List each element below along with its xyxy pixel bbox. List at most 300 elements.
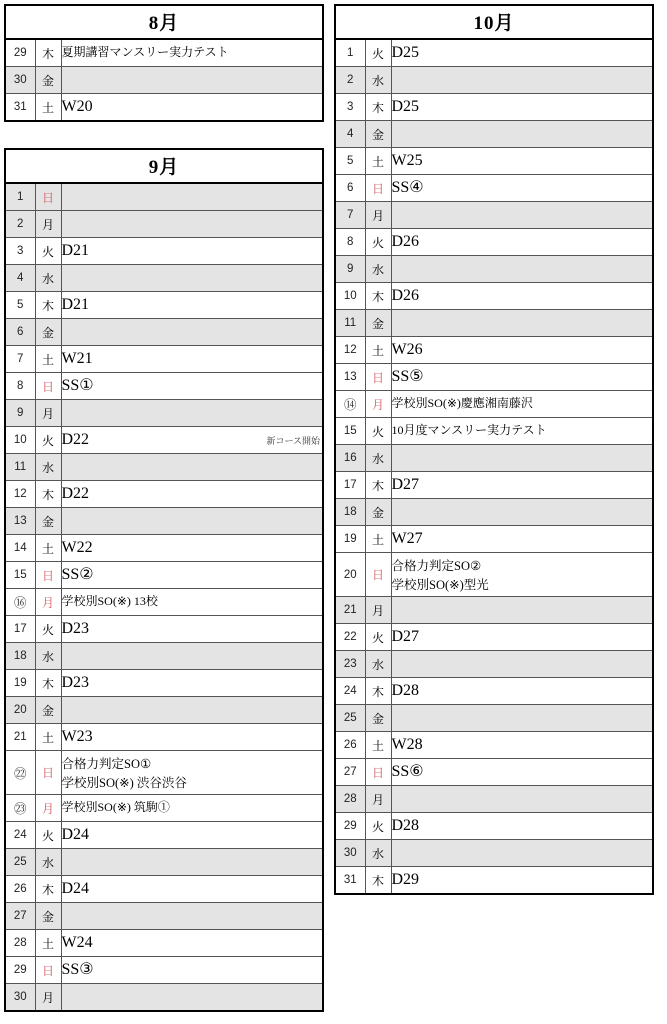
day-number: 1 — [5, 183, 35, 211]
day-number: 8 — [5, 373, 35, 400]
event-row — [62, 67, 323, 93]
table-row — [335, 148, 653, 175]
event-row — [392, 229, 653, 255]
event-cell — [391, 39, 653, 67]
table-row — [5, 535, 323, 562]
event-cell — [61, 508, 323, 535]
event-multiline — [62, 751, 323, 794]
day-of-week: 月 — [35, 984, 61, 1012]
day-of-week: 水 — [35, 454, 61, 481]
table-row — [335, 732, 653, 759]
day-of-week: 月 — [35, 400, 61, 427]
event-row — [62, 697, 323, 723]
event-row — [392, 391, 653, 417]
event-row — [392, 337, 653, 363]
event-text: 合格力判定SO② — [391, 559, 482, 573]
table-row — [5, 903, 323, 930]
event-text: 10月度マンスリー実力テスト — [391, 423, 547, 438]
table-row — [335, 472, 653, 499]
table-row — [5, 183, 323, 211]
table-row — [5, 822, 323, 849]
event-text: 学校別SO(※) 筑駒① — [61, 800, 170, 815]
event-row — [392, 786, 653, 812]
event-cell — [61, 427, 323, 454]
table-row — [335, 786, 653, 813]
event-row — [62, 373, 323, 399]
day-number: 29 — [335, 813, 365, 840]
event-text: W28 — [391, 735, 423, 753]
event-cell — [391, 283, 653, 310]
day-number: 7 — [335, 202, 365, 229]
event-cell — [61, 930, 323, 957]
day-number: 13 — [335, 364, 365, 391]
event-row — [62, 292, 323, 318]
event-cell — [391, 445, 653, 472]
table-row — [5, 454, 323, 481]
event-cell — [61, 670, 323, 697]
event-text: W24 — [61, 933, 93, 951]
event-text: W22 — [61, 538, 93, 556]
day-of-week: 火 — [365, 813, 391, 840]
day-of-week: 水 — [365, 67, 391, 94]
day-number: ㉓ — [5, 795, 35, 822]
day-of-week: 金 — [365, 310, 391, 337]
table-row — [335, 499, 653, 526]
day-number: 8 — [335, 229, 365, 256]
event-cell — [391, 732, 653, 759]
event-cell — [61, 616, 323, 643]
day-of-week: 木 — [365, 472, 391, 499]
event-text: D25 — [391, 43, 420, 61]
table-row — [5, 670, 323, 697]
day-number: 14 — [5, 535, 35, 562]
table-row — [5, 292, 323, 319]
event-row — [392, 867, 653, 893]
day-of-week: 木 — [365, 94, 391, 121]
day-number: 6 — [5, 319, 35, 346]
event-cell — [61, 562, 323, 589]
event-text: SS③ — [61, 960, 94, 978]
event-cell — [61, 211, 323, 238]
event-text: D25 — [391, 97, 420, 115]
day-of-week: 金 — [365, 705, 391, 732]
day-number: 31 — [335, 867, 365, 895]
event-text: SS① — [61, 376, 94, 394]
event-row — [62, 40, 323, 66]
table-row — [5, 211, 323, 238]
day-of-week: 金 — [35, 67, 61, 94]
event-cell — [61, 697, 323, 724]
day-of-week: 日 — [365, 175, 391, 202]
event-cell — [61, 643, 323, 670]
event-text: D24 — [61, 879, 90, 897]
table-row — [5, 562, 323, 589]
event-row — [392, 840, 653, 866]
event-cell — [391, 840, 653, 867]
table-row — [335, 364, 653, 391]
day-number: 26 — [5, 876, 35, 903]
day-number: ⑭ — [335, 391, 365, 418]
event-text: D28 — [391, 816, 420, 834]
day-number: 24 — [5, 822, 35, 849]
event-cell — [61, 481, 323, 508]
event-cell — [391, 786, 653, 813]
day-of-week: 土 — [365, 148, 391, 175]
event-cell — [391, 175, 653, 202]
event-cell — [61, 319, 323, 346]
event-row — [392, 705, 653, 731]
day-of-week: 月 — [365, 597, 391, 624]
event-text: D23 — [61, 619, 90, 637]
day-number: 3 — [5, 238, 35, 265]
event-row — [62, 562, 323, 588]
day-number: 9 — [5, 400, 35, 427]
month-header-row — [5, 149, 323, 183]
table-row — [5, 346, 323, 373]
table-row — [5, 39, 323, 67]
event-text: D29 — [391, 870, 420, 888]
month-table-sep — [4, 148, 324, 1012]
table-row — [5, 373, 323, 400]
day-number: 13 — [5, 508, 35, 535]
table-row — [335, 867, 653, 895]
day-of-week: 日 — [35, 957, 61, 984]
event-row — [62, 481, 323, 507]
table-row — [335, 445, 653, 472]
table-row — [5, 876, 323, 903]
day-number: 31 — [5, 94, 35, 122]
event-row — [62, 508, 323, 534]
event-text: D27 — [391, 627, 420, 645]
event-cell — [61, 183, 323, 211]
event-row — [392, 445, 653, 471]
table-row — [335, 678, 653, 705]
day-of-week: 月 — [35, 589, 61, 616]
table-row — [5, 589, 323, 616]
event-text: 学校別SO(※)型光 — [391, 578, 489, 592]
event-cell — [61, 265, 323, 292]
day-of-week: 土 — [35, 346, 61, 373]
event-cell — [391, 624, 653, 651]
event-row — [62, 346, 323, 372]
event-cell — [61, 94, 323, 122]
month-header-row — [335, 5, 653, 39]
day-of-week: 月 — [365, 391, 391, 418]
table-row — [5, 400, 323, 427]
event-cell — [61, 400, 323, 427]
left-column — [4, 4, 324, 1012]
day-of-week: 日 — [365, 553, 391, 597]
table-row — [5, 265, 323, 292]
day-of-week: 土 — [35, 930, 61, 957]
event-row — [392, 472, 653, 498]
day-of-week: 火 — [365, 39, 391, 67]
event-row — [392, 526, 653, 552]
table-row — [5, 319, 323, 346]
event-text: W26 — [391, 340, 423, 358]
event-row — [62, 643, 323, 669]
table-row — [335, 418, 653, 445]
day-number: 30 — [5, 67, 35, 94]
day-number: 16 — [335, 445, 365, 472]
event-text: 学校別SO(※) 渋谷渋谷 — [61, 776, 187, 790]
month-header-row — [5, 5, 323, 39]
event-cell — [61, 876, 323, 903]
day-of-week: 木 — [365, 283, 391, 310]
event-cell — [391, 202, 653, 229]
event-cell — [61, 751, 323, 795]
event-cell — [391, 121, 653, 148]
event-row — [62, 984, 323, 1010]
event-text: 学校別SO(※)慶應湘南藤沢 — [391, 396, 533, 411]
table-row — [5, 957, 323, 984]
table-row — [5, 795, 323, 822]
event-cell — [61, 795, 323, 822]
event-row — [392, 175, 653, 201]
day-of-week: 日 — [35, 751, 61, 795]
event-row — [392, 283, 653, 309]
table-row — [335, 705, 653, 732]
day-number: 28 — [5, 930, 35, 957]
event-row — [62, 400, 323, 426]
day-of-week: 火 — [35, 238, 61, 265]
table-row — [5, 508, 323, 535]
event-cell — [61, 957, 323, 984]
event-cell — [61, 238, 323, 265]
event-row — [62, 876, 323, 902]
day-number: 12 — [5, 481, 35, 508]
day-number: 15 — [5, 562, 35, 589]
day-of-week: 金 — [35, 697, 61, 724]
event-row — [62, 795, 323, 821]
event-row — [62, 616, 323, 642]
table-row — [335, 256, 653, 283]
event-cell — [391, 759, 653, 786]
event-text: 学校別SO(※) 13校 — [61, 594, 158, 609]
event-row — [392, 732, 653, 758]
day-of-week: 水 — [35, 265, 61, 292]
day-of-week: 日 — [35, 373, 61, 400]
day-of-week: 日 — [35, 562, 61, 589]
day-of-week: 月 — [365, 786, 391, 813]
day-number: 5 — [5, 292, 35, 319]
event-cell — [61, 346, 323, 373]
event-row — [62, 930, 323, 956]
event-row — [62, 319, 323, 345]
right-column — [334, 4, 654, 895]
event-cell — [61, 724, 323, 751]
day-number: 15 — [335, 418, 365, 445]
day-number: 25 — [5, 849, 35, 876]
day-of-week: 木 — [35, 39, 61, 67]
event-row — [62, 94, 323, 120]
event-row — [392, 499, 653, 525]
event-cell — [391, 553, 653, 597]
day-of-week: 土 — [365, 337, 391, 364]
event-row — [392, 678, 653, 704]
event-text: SS⑤ — [391, 367, 424, 385]
day-of-week: 日 — [365, 364, 391, 391]
event-row — [392, 256, 653, 282]
day-number: 11 — [335, 310, 365, 337]
table-row — [335, 597, 653, 624]
day-number: 10 — [335, 283, 365, 310]
table-row — [335, 840, 653, 867]
event-text: D22 — [61, 430, 90, 448]
event-text: D28 — [391, 681, 420, 699]
event-row — [62, 265, 323, 291]
day-number: 21 — [335, 597, 365, 624]
table-row — [5, 849, 323, 876]
table-row — [335, 39, 653, 67]
table-row — [335, 759, 653, 786]
event-row — [392, 67, 653, 93]
table-row — [5, 697, 323, 724]
event-row — [62, 184, 323, 210]
event-cell — [391, 651, 653, 678]
event-row — [62, 822, 323, 848]
day-number: 19 — [5, 670, 35, 697]
table-row — [335, 121, 653, 148]
event-row — [392, 40, 653, 66]
day-of-week: 金 — [35, 319, 61, 346]
table-row — [335, 651, 653, 678]
day-of-week: 水 — [365, 256, 391, 283]
event-row — [62, 427, 323, 453]
event-cell — [391, 229, 653, 256]
table-row — [5, 67, 323, 94]
event-row — [62, 535, 323, 561]
event-row — [62, 589, 323, 615]
event-multiline — [392, 553, 653, 596]
event-cell — [391, 418, 653, 445]
day-of-week: 金 — [365, 121, 391, 148]
day-number: 20 — [335, 553, 365, 597]
table-row — [5, 643, 323, 670]
table-row — [335, 391, 653, 418]
day-of-week: 土 — [35, 94, 61, 122]
day-of-week: 木 — [35, 292, 61, 319]
day-number: 9 — [335, 256, 365, 283]
event-row — [392, 418, 653, 444]
event-row — [392, 651, 653, 677]
event-row — [392, 813, 653, 839]
event-row — [392, 94, 653, 120]
event-cell — [391, 94, 653, 121]
event-text: D21 — [61, 241, 90, 259]
day-of-week: 土 — [365, 732, 391, 759]
day-number: 17 — [335, 472, 365, 499]
table-row — [335, 202, 653, 229]
table-row — [335, 229, 653, 256]
event-row — [392, 624, 653, 650]
table-row — [335, 283, 653, 310]
table-row — [5, 724, 323, 751]
day-number: 1 — [335, 39, 365, 67]
event-cell — [391, 337, 653, 364]
table-row — [5, 751, 323, 795]
day-number: 17 — [5, 616, 35, 643]
table-row — [335, 526, 653, 553]
event-row — [62, 903, 323, 929]
event-cell — [61, 535, 323, 562]
day-number: 3 — [335, 94, 365, 121]
event-row — [62, 238, 323, 264]
event-text: W23 — [61, 727, 93, 745]
day-number: 20 — [5, 697, 35, 724]
event-text: D26 — [391, 286, 420, 304]
day-of-week: 木 — [35, 876, 61, 903]
event-cell — [391, 813, 653, 840]
event-text: D24 — [61, 825, 90, 843]
day-number: 4 — [5, 265, 35, 292]
event-row — [392, 121, 653, 147]
day-of-week: 火 — [365, 624, 391, 651]
day-of-week: 木 — [365, 867, 391, 895]
day-number: 6 — [335, 175, 365, 202]
event-cell — [61, 903, 323, 930]
day-of-week: 土 — [35, 724, 61, 751]
table-row — [335, 67, 653, 94]
day-of-week: 土 — [35, 535, 61, 562]
day-number: 27 — [5, 903, 35, 930]
table-row — [5, 94, 323, 122]
day-number: 21 — [5, 724, 35, 751]
table-row — [5, 984, 323, 1012]
day-number: 28 — [335, 786, 365, 813]
event-text: D21 — [61, 295, 90, 313]
day-number: 30 — [335, 840, 365, 867]
day-of-week: 月 — [365, 202, 391, 229]
day-of-week: 火 — [35, 427, 61, 454]
day-number: 18 — [5, 643, 35, 670]
day-of-week: 木 — [365, 678, 391, 705]
event-row — [62, 957, 323, 983]
day-of-week: 月 — [35, 795, 61, 822]
event-row — [392, 597, 653, 623]
event-text: D27 — [391, 475, 420, 493]
event-cell — [61, 373, 323, 400]
event-text: 合格力判定SO① — [61, 757, 152, 771]
event-text: SS⑥ — [391, 762, 424, 780]
event-row — [392, 759, 653, 785]
day-number: 22 — [335, 624, 365, 651]
event-row — [392, 364, 653, 390]
calendar-columns — [4, 4, 663, 1012]
event-row — [62, 670, 323, 696]
event-row — [392, 148, 653, 174]
table-row — [5, 616, 323, 643]
day-of-week: 日 — [35, 183, 61, 211]
day-of-week: 水 — [35, 849, 61, 876]
day-number: 27 — [335, 759, 365, 786]
event-cell — [391, 678, 653, 705]
event-text: W27 — [391, 529, 423, 547]
day-number: 7 — [5, 346, 35, 373]
event-cell — [391, 391, 653, 418]
day-of-week: 火 — [35, 616, 61, 643]
event-cell — [391, 499, 653, 526]
table-row — [335, 94, 653, 121]
event-cell — [391, 67, 653, 94]
table-row — [335, 624, 653, 651]
day-of-week: 火 — [365, 229, 391, 256]
day-number: ㉒ — [5, 751, 35, 795]
day-of-week: 火 — [365, 418, 391, 445]
day-number: 5 — [335, 148, 365, 175]
month-title: 9月 — [5, 149, 323, 183]
day-number: 12 — [335, 337, 365, 364]
